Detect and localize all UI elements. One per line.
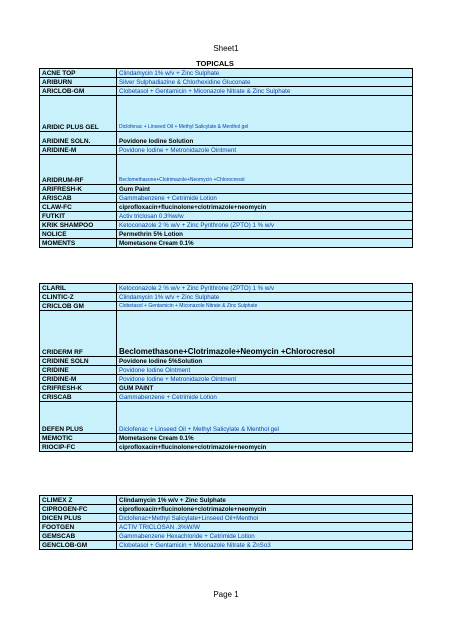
product-composition: Ketoconazole 2 % w/v + Zinc Pyrithrone (ZPTO) 1 % w/v xyxy=(117,284,413,293)
product-composition: Clindamycin 1% w/v + Zinc Sulphate xyxy=(117,496,413,505)
table-row xyxy=(40,393,413,402)
product-name: GENCLOB-GM xyxy=(40,541,117,550)
table-row xyxy=(40,375,413,384)
product-composition: Diclofenac + Linseed Oil + Methyl Salicylate & Menthol gel xyxy=(117,96,413,132)
product-composition: GUM PAINT xyxy=(117,384,413,393)
product-name: CRIDERM RF xyxy=(40,311,117,357)
table-row xyxy=(40,284,413,293)
table-row xyxy=(40,496,413,505)
product-composition: Diclofenac+Methyl Salicylate+Linseed Oil+Menthol xyxy=(117,514,413,523)
product-name: CRIFRESH-K xyxy=(40,384,117,393)
table-row xyxy=(40,155,413,185)
product-composition: Silver Sulphadiazine & Chlorhexidine Gluconate xyxy=(117,78,413,87)
table-row xyxy=(40,514,413,523)
table-row xyxy=(40,78,413,87)
product-name: CLARIL xyxy=(40,284,117,293)
table-row xyxy=(40,434,413,443)
product-name: CLAW-FC xyxy=(40,203,117,212)
table-row xyxy=(40,293,413,302)
table-row xyxy=(40,443,413,452)
product-composition: Clindamycin 1% w/v + Zinc Sulphate xyxy=(117,69,413,78)
product-name: ARIDIC PLUS GEL xyxy=(40,96,117,132)
product-composition: Povidone Iodine + Metronidazole Ointment xyxy=(117,146,413,155)
product-composition: Povidone Iodine 5%Solution xyxy=(117,357,413,366)
product-name: ARIDINE SOLN. xyxy=(40,132,117,146)
product-name: CRIDINE SOLN xyxy=(40,357,117,366)
product-composition: Gammabenzene Hexachloride + Cetrimide Lotion xyxy=(117,532,413,541)
product-name: KRIK SHAMPOO xyxy=(40,221,117,230)
table-row xyxy=(40,194,413,203)
products-table-3 xyxy=(39,495,413,550)
product-name: CIPROGEN-FC xyxy=(40,505,117,514)
product-name: CLIMEX Z xyxy=(40,496,117,505)
product-composition: Clobetasol + Gentamicin + Miconazole Nitrate & Zinc Sulphate xyxy=(117,302,413,311)
product-composition: Diclofenac + Linseed Oil + Methyl Salicylate & Menthol gel xyxy=(117,402,413,434)
table-row xyxy=(40,185,413,194)
product-name: CLINTIC-Z xyxy=(40,293,117,302)
table-row xyxy=(40,384,413,393)
product-composition: Ketoconazole 2 % w/v + Zinc Pyrithrone (ZPTO) 1 % w/v xyxy=(117,221,413,230)
product-composition: Beclomethasone+Clotrimazole+Neomycin +Chlorocresol xyxy=(117,311,413,357)
product-name: ARIDRUM-RF xyxy=(40,155,117,185)
table-row xyxy=(40,523,413,532)
product-name: ARIFRESH-K xyxy=(40,185,117,194)
product-composition: Povidone Iodine + Metronidazole Ointment xyxy=(117,375,413,384)
page-number: Page 1 xyxy=(213,590,239,599)
table-row xyxy=(40,357,413,366)
product-composition: Beclomethasone+Clotrimazole+Neomycin +Chlorocresol xyxy=(117,155,413,185)
product-composition: Clobetasol + Gentamicin + Miconazole Nitrate & ZnSo3 xyxy=(117,541,413,550)
table-row xyxy=(40,402,413,434)
product-name: ARIBURN xyxy=(40,78,117,87)
product-composition: Gammabenzene + Cetrimide Lotion xyxy=(117,194,413,203)
table-row xyxy=(40,221,413,230)
product-composition: Clindamycin 1% w/v + Zinc Sulphate xyxy=(117,293,413,302)
table-row xyxy=(40,311,413,357)
product-composition: Povidone Iodine Ointment xyxy=(117,366,413,375)
product-composition: ciprofloxacin+flucinolone+clotrimazole+neomycin xyxy=(117,505,413,514)
product-name: MEMOTIC xyxy=(40,434,117,443)
products-table-1 xyxy=(39,68,413,248)
product-composition: Clobetasol + Gentamicin + Miconazole Nitrate & Zinc Sulphate xyxy=(117,87,413,96)
product-name: DICEN PLUS xyxy=(40,514,117,523)
table-row xyxy=(40,532,413,541)
product-composition: Mometasone Cream 0.1% xyxy=(117,434,413,443)
section-title: TOPICALS xyxy=(196,59,234,68)
products-table-2 xyxy=(39,283,413,452)
product-name: DEFEN PLUS xyxy=(40,402,117,434)
product-composition: Gum Paint xyxy=(117,185,413,194)
product-composition: ciprofloxacin+flucinolone+clotrimazole+neomycin xyxy=(117,443,413,452)
product-name: MOMENTS xyxy=(40,239,117,248)
product-composition: Gammabenzene + Cetrimide Lotion xyxy=(117,393,413,402)
table-row xyxy=(40,132,413,146)
product-name: NOLICE xyxy=(40,230,117,239)
table-row xyxy=(40,239,413,248)
table-row xyxy=(40,212,413,221)
table-row xyxy=(40,230,413,239)
table-row xyxy=(40,505,413,514)
sheet-title: Sheet1 xyxy=(213,44,239,53)
product-name: FOOTGEN xyxy=(40,523,117,532)
product-name: ARISCAB xyxy=(40,194,117,203)
table-row xyxy=(40,87,413,96)
product-composition: Povidone Iodine Solution xyxy=(117,132,413,146)
product-name: RIOCIP-FC xyxy=(40,443,117,452)
product-composition: ACTIV TRICLOSAN .3%W/W xyxy=(117,523,413,532)
product-composition: Activ triclosan 0.3%w/w xyxy=(117,212,413,221)
product-name: CRIDINE xyxy=(40,366,117,375)
product-name: CRISCAB xyxy=(40,393,117,402)
product-composition: Permethrin 5% Lotion xyxy=(117,230,413,239)
table-row xyxy=(40,96,413,132)
table-row xyxy=(40,366,413,375)
table-row xyxy=(40,541,413,550)
product-name: GEMSCAB xyxy=(40,532,117,541)
table-row xyxy=(40,69,413,78)
table-row xyxy=(40,146,413,155)
product-composition: Mometasone Cream 0.1% xyxy=(117,239,413,248)
product-name: ACNE TOP xyxy=(40,69,117,78)
product-name: ARIDINE-M xyxy=(40,146,117,155)
product-name: CRICLOB GM xyxy=(40,302,117,311)
product-name: ARICLOB-GM xyxy=(40,87,117,96)
product-name: FUTKIT xyxy=(40,212,117,221)
table-row xyxy=(40,203,413,212)
table-row xyxy=(40,302,413,311)
product-composition: ciprofloxacin+flucinolone+clotrimazole+neomycin xyxy=(117,203,413,212)
product-name: CRIDINE-M xyxy=(40,375,117,384)
